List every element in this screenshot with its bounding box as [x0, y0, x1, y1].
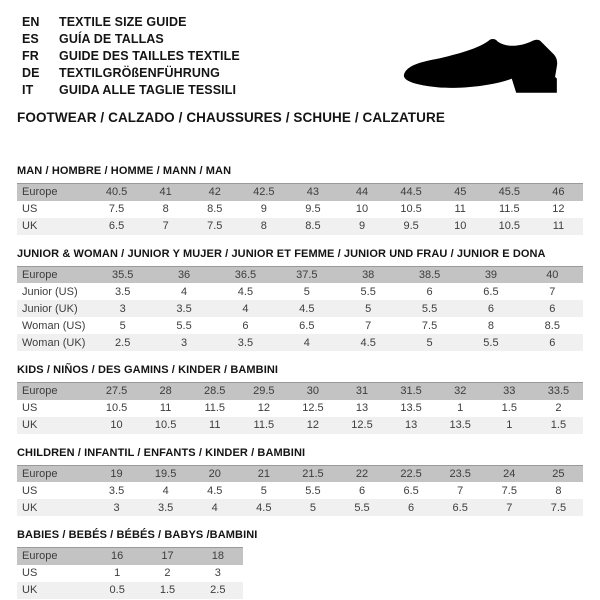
size-cell: 3 — [113, 501, 120, 514]
size-cell: 2.5 — [210, 584, 226, 596]
size-cell: 12 — [257, 402, 270, 414]
size-cell: 7.5 — [501, 484, 517, 497]
row-label: UK — [22, 419, 38, 431]
size-cell: 13 — [404, 419, 418, 431]
table-row — [17, 317, 583, 334]
size-cell: 1.5 — [159, 584, 176, 596]
language-label: GUÍA DE TALLAS — [59, 32, 164, 46]
row-label: Europe — [22, 467, 58, 480]
row-label: Junior (UK) — [22, 302, 78, 315]
size-cell: 6.5 — [403, 484, 419, 497]
size-cell: 3 — [181, 336, 188, 349]
size-cell: 40.5 — [105, 186, 128, 199]
row-label: US — [22, 567, 38, 579]
size-cell: 19.5 — [154, 467, 177, 480]
size-cell: 3.5 — [157, 501, 174, 514]
size-cell: 1.5 — [501, 402, 517, 414]
table-row — [17, 283, 583, 300]
size-cell: 5.5 — [421, 302, 438, 315]
size-cell: 36 — [177, 268, 191, 281]
table-row — [17, 300, 583, 317]
size-cell: 11 — [159, 402, 172, 414]
table-row — [17, 482, 583, 499]
size-cell: 42.5 — [253, 186, 275, 199]
size-cell: 12.5 — [351, 419, 373, 431]
size-cell: 12 — [306, 419, 320, 431]
row-label: Europe — [22, 186, 58, 199]
size-cell: 3 — [214, 567, 221, 579]
size-cell: 17 — [161, 550, 174, 563]
table-row — [17, 582, 243, 599]
size-section — [17, 447, 583, 517]
size-cell: 5 — [365, 302, 372, 315]
table-row — [17, 548, 243, 565]
size-cell: 1 — [506, 419, 513, 431]
size-cell: 3.5 — [115, 285, 131, 298]
size-cell: 2 — [555, 402, 562, 414]
size-cell: 9 — [358, 220, 366, 232]
row-label: Europe — [22, 385, 58, 398]
size-cell: 11.5 — [253, 419, 275, 431]
size-cell: 5.5 — [360, 285, 376, 298]
size-cell: 8.5 — [305, 220, 321, 232]
size-cell: 4 — [181, 285, 188, 298]
size-cell: 6 — [426, 285, 433, 298]
size-cell: 7 — [506, 501, 513, 514]
size-cell: 6.5 — [108, 220, 125, 232]
size-cell: 31 — [355, 385, 369, 398]
size-cell: 7 — [457, 484, 464, 497]
section-title: KIDS / NIÑOS / DES GAMINS / KINDER / BAMBINI — [17, 364, 279, 376]
size-cell: 35.5 — [111, 268, 134, 281]
table-row — [17, 417, 583, 434]
table-row — [17, 565, 243, 582]
size-cell: 6 — [408, 501, 415, 514]
size-cell: 5.5 — [354, 501, 370, 514]
size-cell: 12.5 — [302, 402, 324, 414]
size-cell: 37.5 — [296, 268, 318, 281]
row-label: US — [22, 203, 38, 215]
size-cell: 45.5 — [498, 186, 520, 199]
size-cell: 38 — [362, 268, 375, 281]
size-cell: 5 — [119, 319, 126, 332]
size-cell: 4 — [211, 501, 218, 514]
size-cell: 11 — [209, 419, 221, 431]
size-cell: 10 — [454, 220, 467, 232]
shoe-icon — [396, 22, 578, 106]
size-cell: 13.5 — [449, 419, 471, 431]
size-cell: 46 — [552, 186, 565, 199]
size-cell: 4.5 — [299, 302, 315, 315]
size-cell: 44.5 — [400, 186, 422, 199]
size-cell: 36.5 — [234, 268, 257, 281]
row-label: US — [22, 402, 38, 414]
table-row — [17, 400, 583, 417]
size-cell: 7 — [162, 220, 169, 232]
size-cell: 10.5 — [400, 203, 422, 215]
size-cell: 5 — [260, 484, 267, 497]
size-cell: 39 — [484, 268, 498, 281]
size-cell: 8 — [555, 484, 562, 497]
size-cell: 7.5 — [421, 319, 438, 332]
size-cell: 8 — [487, 319, 494, 332]
row-label: Europe — [22, 268, 58, 281]
size-cell: 13 — [355, 402, 369, 414]
language-code: ES — [22, 32, 39, 46]
size-cell: 3.5 — [237, 336, 254, 349]
size-cell: 11 — [552, 220, 565, 232]
size-cell: 6.5 — [452, 501, 468, 514]
size-cell: 1.5 — [550, 419, 567, 431]
size-cell: 13.5 — [400, 402, 422, 414]
table-row — [17, 334, 583, 351]
size-cell: 29.5 — [253, 385, 275, 398]
size-table — [17, 183, 583, 235]
row-label: Woman (US) — [22, 319, 86, 332]
size-cell: 28 — [159, 385, 172, 398]
size-cell: 18 — [211, 550, 224, 563]
size-cell: 6 — [549, 302, 556, 315]
size-cell: 7.5 — [108, 203, 125, 215]
size-cell: 0.5 — [109, 584, 125, 596]
size-cell: 2 — [164, 567, 171, 579]
size-cell: 1 — [114, 567, 121, 579]
size-cell: 6 — [358, 484, 366, 497]
size-cell: 30 — [306, 385, 320, 398]
size-cell: 9.5 — [305, 203, 321, 215]
size-table — [17, 547, 243, 599]
size-cell: 9 — [260, 203, 267, 215]
size-cell: 42 — [208, 186, 221, 199]
table-row — [17, 184, 583, 201]
size-cell: 5.5 — [305, 484, 321, 497]
category-title: FOOTWEAR / CALZADO / CHAUSSURES / SCHUHE / CALZATURE — [17, 110, 445, 125]
size-cell: 20 — [208, 467, 221, 480]
size-cell: 8 — [162, 203, 169, 215]
size-cell: 4.5 — [237, 285, 254, 298]
size-cell: 32 — [454, 385, 467, 398]
table-row — [17, 266, 583, 283]
language-code: FR — [22, 49, 39, 63]
size-section — [17, 248, 583, 352]
language-label: GUIDE DES TAILLES TEXTILE — [59, 49, 240, 63]
table-row — [17, 201, 583, 218]
row-label: US — [22, 484, 38, 497]
size-cell: 43 — [306, 186, 320, 199]
size-cell: 33 — [503, 385, 516, 398]
table-row — [17, 383, 583, 400]
row-label: Europe — [22, 550, 58, 563]
section-title: CHILDREN / INFANTIL / ENFANTS / KINDER / BAMBINI — [17, 446, 306, 459]
size-cell: 12 — [552, 203, 565, 215]
size-cell: 9.5 — [403, 220, 419, 232]
size-cell: 11.5 — [499, 203, 520, 215]
size-cell: 1 — [457, 402, 464, 414]
size-cell: 3 — [119, 302, 126, 315]
size-cell: 4.5 — [207, 484, 223, 497]
size-cell: 23.5 — [449, 467, 471, 480]
size-cell: 11 — [454, 203, 466, 215]
row-label: Junior (US) — [22, 285, 78, 298]
language-label: TEXTILGRÖßENFÜHRUNG — [59, 66, 220, 80]
size-cell: 3.5 — [108, 484, 125, 497]
size-cell: 10.5 — [154, 419, 177, 431]
size-cell: 19 — [110, 467, 123, 480]
size-cell: 11.5 — [204, 402, 226, 414]
size-cell: 27.5 — [105, 385, 128, 398]
row-label: UK — [22, 584, 38, 596]
size-cell: 3.5 — [176, 302, 192, 315]
language-code: EN — [22, 15, 40, 29]
size-section — [17, 165, 583, 235]
size-cell: 25 — [552, 467, 565, 480]
size-cell: 6 — [549, 336, 556, 349]
size-cell: 6.5 — [299, 319, 315, 332]
table-row — [17, 218, 583, 235]
size-cell: 33.5 — [547, 385, 570, 398]
size-cell: 5.5 — [176, 319, 192, 332]
size-tables — [17, 165, 583, 599]
size-cell: 6 — [242, 319, 249, 332]
size-cell: 21.5 — [302, 467, 324, 480]
table-row — [17, 499, 583, 516]
size-cell: 38.5 — [418, 268, 441, 281]
size-cell: 45 — [454, 186, 467, 199]
size-cell: 2.5 — [115, 336, 131, 349]
row-label: Woman (UK) — [22, 336, 86, 349]
size-cell: 4 — [242, 302, 249, 315]
language-code: DE — [22, 66, 40, 80]
row-label: UK — [22, 220, 38, 232]
size-cell: 10 — [355, 203, 369, 215]
language-label: TEXTILE SIZE GUIDE — [59, 15, 187, 29]
size-cell: 40 — [546, 268, 559, 281]
size-cell: 5 — [309, 501, 316, 514]
size-cell: 16 — [111, 550, 124, 563]
size-cell: 7 — [549, 285, 556, 298]
table-row — [17, 465, 583, 482]
size-table — [17, 382, 583, 434]
size-cell: 5 — [426, 336, 433, 349]
size-cell: 7.5 — [550, 501, 567, 514]
size-cell: 5.5 — [483, 336, 499, 349]
size-cell: 10.5 — [105, 402, 128, 414]
size-cell: 6.5 — [483, 285, 499, 298]
size-cell: 4.5 — [360, 336, 376, 349]
size-table — [17, 465, 583, 517]
size-cell: 21 — [257, 467, 270, 480]
size-cell: 22.5 — [400, 467, 422, 480]
size-cell: 8 — [260, 220, 267, 232]
size-cell: 28.5 — [204, 385, 226, 398]
section-title: JUNIOR & WOMAN / JUNIOR Y MUJER / JUNIOR ET FEMME / JUNIOR UND FRAU / JUNIOR E DONA — [17, 247, 546, 260]
size-cell: 6 — [487, 302, 494, 315]
size-cell: 8.5 — [207, 203, 223, 215]
size-cell: 5 — [303, 285, 310, 298]
document-header — [17, 14, 583, 99]
size-cell: 4 — [303, 336, 310, 349]
section-title: BABIES / BEBÉS / BÉBÉS / BABYS /BAMBINI — [17, 529, 258, 541]
size-table — [17, 266, 583, 352]
size-cell: 8.5 — [544, 319, 560, 332]
size-cell: 22 — [355, 467, 369, 480]
size-cell: 44 — [355, 186, 369, 199]
size-cell: 41 — [159, 186, 172, 199]
row-label: UK — [22, 501, 38, 514]
language-label: GUIDA ALLE TAGLIE TESSILI — [59, 83, 237, 97]
section-title: MAN / HOMBRE / HOMME / MANN / MAN — [17, 165, 232, 177]
size-cell: 4 — [162, 484, 169, 497]
size-cell: 10 — [110, 419, 123, 431]
size-cell: 4.5 — [256, 501, 272, 514]
size-cell: 31.5 — [400, 385, 422, 398]
size-cell: 10.5 — [498, 220, 520, 232]
size-cell: 7.5 — [207, 220, 223, 232]
size-cell: 7 — [365, 319, 372, 332]
size-cell: 24 — [503, 467, 516, 480]
size-section — [17, 364, 583, 434]
language-code: IT — [22, 83, 34, 97]
size-section — [17, 529, 583, 599]
